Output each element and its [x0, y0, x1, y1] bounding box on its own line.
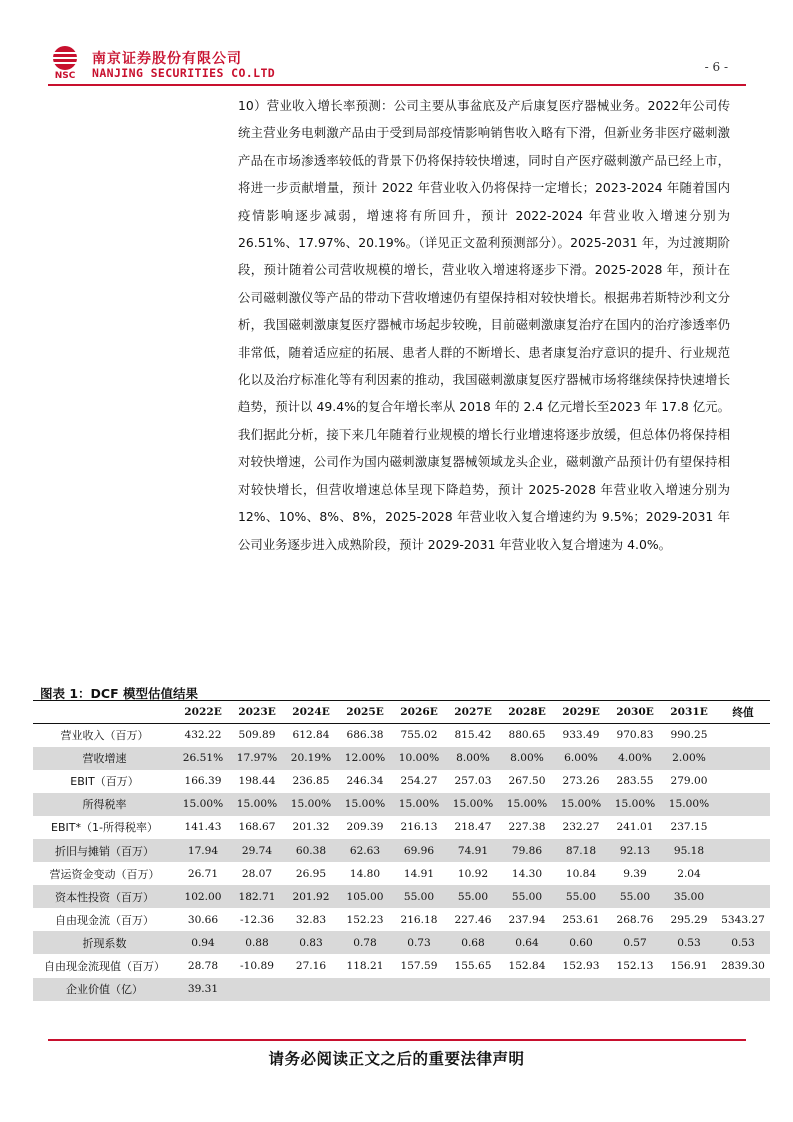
table-cell: 218.47: [454, 821, 492, 834]
table-cell: -10.89: [240, 959, 274, 972]
table-cell: 4.00%: [608, 747, 662, 770]
table-cell: 152.84: [508, 959, 546, 972]
column-header: [33, 701, 176, 724]
company-name-cn: 南京证券股份有限公司: [92, 51, 242, 67]
table-cell: 2.04: [677, 867, 701, 880]
table-cell: 168.67: [238, 821, 276, 834]
table-cell: 55.00: [554, 885, 608, 908]
column-header: 2030E: [608, 701, 662, 724]
table-cell: 15.00%: [176, 793, 230, 816]
table-cell: [716, 724, 770, 747]
table-cell: 0.83: [284, 931, 338, 954]
table-cell: 87.18: [554, 839, 608, 862]
table-cell: 933.49: [562, 729, 600, 742]
table-cell: 295.29: [670, 913, 708, 926]
table-cell: 0.94: [176, 931, 230, 954]
table-cell: 2.00%: [662, 747, 716, 770]
column-header: 2023E: [230, 701, 284, 724]
table-row: [33, 747, 770, 770]
row-label: 自由现金流（百万）: [55, 913, 154, 927]
table-cell: 268.76: [616, 913, 654, 926]
table-cell: [662, 978, 716, 1001]
table-cell: 157.59: [400, 959, 438, 972]
table-row: [33, 862, 770, 885]
table-cell: 15.00%: [392, 793, 446, 816]
table-row: [33, 931, 770, 954]
table-cell: 118.21: [346, 959, 384, 972]
table-cell: [716, 839, 770, 862]
table-cell: 201.92: [284, 885, 338, 908]
table-cell: 105.00: [338, 885, 392, 908]
table-cell: 283.55: [616, 775, 654, 788]
table-cell: [554, 978, 608, 1001]
table-cell: 32.83: [295, 913, 327, 926]
table-row: [33, 816, 770, 839]
column-header: 2028E: [500, 701, 554, 724]
row-label: 营收增速: [33, 747, 176, 770]
table-cell: 236.85: [292, 775, 330, 788]
table-cell: 815.42: [454, 729, 492, 742]
table-body: [33, 724, 770, 1001]
table-cell: 102.00: [176, 885, 230, 908]
body-paragraph: 10）营业收入增长率预测：公司主要从事盆底及产后康复医疗器械业务。2022年公司传统主营业务电刺激产品由于受到局部疫情影响销售收入略有下滑，但新业务非医疗磁刺激产品在市场渗透率较低的背景下仍将保持较快增速，同时自产医疗磁刺激产品已经上市，将进一步贡献增量，预计 2022 年营业收入仍将保持一定增长；2023-2024 年随着国内疫情影响逐步减弱，增速将有所回升，预计 2022-2024 年营业收入增速分别为 26.51%、17.97%、20.19%。（详见正文盈利预测部分）。2025-2031 年，为过渡期阶段，预计随着公司营收规模的增长，营业收入增速将逐步下滑。2025-2028 年，预计在公司磁刺激仪等产品的带动下营收增速仍有望保持相对较快增长。根据弗若斯特沙利文分析，我国磁刺激康复医疗器械市场起步较晚，目前磁刺激康复治疗在国内的治疗渗透率仍非常低，随着适应症的拓展、患者人群的不断增长、患者康复治疗意识的提升、行业规范化以及治疗标准化等有利因素的推动，我国磁刺激康复医疗器械市场将继续保持快速增长趋势，预计以 49.4%的复合年增长率从 2018 年的 2.4 亿元增长至2023 年 17.8 亿元。我们据此分析，接下来几年随着行业规模的增长行业增速将逐步放缓，但总体仍将保持相对较快增速，公司作为国内磁刺激康复器械领域龙头企业，磁刺激产品预计仍有望保持相对较快增长，但营收增速总体呈现下降趋势，预计 2025-2028 年营业收入增速分别为 12%、10%、8%、8%，2025-2028 年营业收入复合增速约为 9.5%；2029-2031 年公司业务逐步进入成熟阶段，预计 2029-2031 年营业收入复合增速为 4.0%。: [238, 98, 730, 552]
table-cell: 26.71: [187, 867, 219, 880]
table-cell: 10.84: [565, 867, 597, 880]
table-cell: 0.60: [554, 931, 608, 954]
column-header: 2024E: [284, 701, 338, 724]
table-cell: 267.50: [508, 775, 546, 788]
table-cell: 182.71: [230, 885, 284, 908]
table-cell: [230, 978, 284, 1001]
table-cell: 152.23: [346, 913, 384, 926]
table-cell: 970.83: [616, 729, 654, 742]
table-cell: 28.78: [187, 959, 219, 972]
table-cell: 74.91: [446, 839, 500, 862]
table-cell: 55.00: [500, 885, 554, 908]
table-cell: 0.88: [230, 931, 284, 954]
table-cell: 156.91: [670, 959, 708, 972]
table-cell: 39.31: [176, 978, 230, 1001]
table-cell: 5343.27: [721, 913, 765, 926]
table-cell: 279.00: [670, 775, 708, 788]
table-cell: 55.00: [608, 885, 662, 908]
row-label: EBIT*（1-所得税率）: [51, 821, 158, 835]
table-cell: 26.95: [295, 867, 327, 880]
table-cell: 216.13: [400, 821, 438, 834]
table-cell: 27.16: [295, 959, 327, 972]
row-label: 自由现金流现值（百万）: [44, 959, 165, 973]
table-cell: [716, 862, 770, 885]
table-cell: [716, 747, 770, 770]
table-cell: [338, 978, 392, 1001]
column-header: 2022E: [176, 701, 230, 724]
table-cell: 201.32: [292, 821, 330, 834]
table-cell: 155.65: [454, 959, 492, 972]
dcf-valuation-table: [33, 700, 770, 1001]
table-cell: 257.03: [454, 775, 492, 788]
table-cell: 237.94: [508, 913, 546, 926]
column-header: 2031E: [662, 701, 716, 724]
column-header: 2025E: [338, 701, 392, 724]
table-cell: 0.53: [662, 931, 716, 954]
table-row: [33, 978, 770, 1001]
table-cell: [716, 770, 770, 793]
table-row: [33, 793, 770, 816]
table-cell: [392, 978, 446, 1001]
table-row: [33, 908, 770, 931]
table-cell: 55.00: [392, 885, 446, 908]
row-label: EBIT（百万）: [70, 775, 139, 789]
company-name-en: NANJING SECURITIES CO.LTD: [92, 66, 276, 80]
table-cell: 15.00%: [446, 793, 500, 816]
header-divider: [48, 84, 746, 86]
column-header: 2026E: [392, 701, 446, 724]
table-cell: 17.94: [176, 839, 230, 862]
table-cell: [500, 978, 554, 1001]
table-cell: 880.65: [508, 729, 546, 742]
table-cell: [284, 978, 338, 1001]
footer-divider: [48, 1039, 746, 1041]
table-cell: 612.84: [292, 729, 330, 742]
table-cell: 35.00: [662, 885, 716, 908]
table-cell: 17.97%: [230, 747, 284, 770]
nsc-logo-icon: [48, 44, 82, 80]
table-cell: 273.26: [562, 775, 600, 788]
page-number: - 6 -: [704, 60, 728, 74]
row-label: 营业收入（百万）: [60, 729, 149, 743]
table-cell: 15.00%: [500, 793, 554, 816]
table-row: [33, 770, 770, 793]
table-cell: 14.91: [403, 867, 435, 880]
table-cell: 9.39: [623, 867, 647, 880]
table-cell: 92.13: [608, 839, 662, 862]
table-cell: 0.64: [500, 931, 554, 954]
table-cell: 15.00%: [608, 793, 662, 816]
table-cell: 253.61: [562, 913, 600, 926]
table-cell: 15.00%: [284, 793, 338, 816]
row-label: 营运资金变动（百万）: [49, 867, 160, 881]
table-row: [33, 954, 770, 977]
table-cell: [716, 816, 770, 839]
table-cell: 14.80: [349, 867, 381, 880]
table-cell: 69.96: [392, 839, 446, 862]
table-cell: 0.68: [446, 931, 500, 954]
table-cell: -12.36: [240, 913, 274, 926]
table-cell: 432.22: [184, 729, 222, 742]
table-cell: 29.74: [230, 839, 284, 862]
table-cell: [716, 793, 770, 816]
table-cell: 30.66: [187, 913, 219, 926]
table-cell: 6.00%: [554, 747, 608, 770]
table-cell: 2839.30: [721, 959, 765, 972]
table-cell: 755.02: [400, 729, 438, 742]
table-row: [33, 724, 770, 747]
table-cell: 26.51%: [176, 747, 230, 770]
table-cell: 95.18: [662, 839, 716, 862]
table-cell: 241.01: [616, 821, 654, 834]
row-label: 所得税率: [33, 793, 176, 816]
column-header: 2029E: [554, 701, 608, 724]
table-row: [33, 839, 770, 862]
table-cell: 8.00%: [446, 747, 500, 770]
table-cell: 509.89: [238, 729, 276, 742]
table-cell: 55.00: [446, 885, 500, 908]
table-cell: 15.00%: [230, 793, 284, 816]
table-cell: 15.00%: [338, 793, 392, 816]
row-label: 折旧与摊销（百万）: [33, 839, 176, 862]
table-cell: 10.92: [457, 867, 489, 880]
row-label: 资本性投资（百万）: [33, 885, 176, 908]
table-cell: 28.07: [241, 867, 273, 880]
table-cell: [608, 978, 662, 1001]
table-header-row: [33, 701, 770, 724]
row-label: 企业价值（亿）: [33, 978, 176, 1001]
table-cell: 60.38: [284, 839, 338, 862]
table-cell: 0.78: [338, 931, 392, 954]
table-cell: 246.34: [346, 775, 384, 788]
table-cell: 166.39: [184, 775, 222, 788]
table-cell: 8.00%: [500, 747, 554, 770]
column-header: 终值: [716, 701, 770, 724]
table-cell: 216.18: [400, 913, 438, 926]
table-cell: 198.44: [238, 775, 276, 788]
page-header: [48, 44, 748, 84]
table-cell: [716, 978, 770, 1001]
table-cell: 237.15: [670, 821, 708, 834]
table-cell: 12.00%: [338, 747, 392, 770]
table-title: 图表 1：DCF 模型估值结果: [40, 686, 198, 701]
legal-disclaimer: 请务必阅读正文之后的重要法律声明: [268, 1050, 525, 1068]
table-cell: 0.53: [716, 931, 770, 954]
table-cell: 232.27: [562, 821, 600, 834]
table-cell: 15.00%: [554, 793, 608, 816]
table-cell: 990.25: [670, 729, 708, 742]
table-row: [33, 885, 770, 908]
row-label: 折现系数: [33, 931, 176, 954]
table-cell: 15.00%: [662, 793, 716, 816]
table-cell: 227.38: [508, 821, 546, 834]
table-cell: 254.27: [400, 775, 438, 788]
table-cell: [446, 978, 500, 1001]
table-cell: 79.86: [500, 839, 554, 862]
table-cell: 152.13: [616, 959, 654, 972]
table-cell: 686.38: [346, 729, 384, 742]
table-cell: 10.00%: [392, 747, 446, 770]
column-header: 2027E: [446, 701, 500, 724]
table-cell: [716, 885, 770, 908]
table-cell: 14.30: [511, 867, 543, 880]
table-cell: 0.73: [392, 931, 446, 954]
table-cell: 209.39: [346, 821, 384, 834]
table-cell: 227.46: [454, 913, 492, 926]
table-cell: 62.63: [338, 839, 392, 862]
table-cell: 0.57: [608, 931, 662, 954]
table-cell: 152.93: [562, 959, 600, 972]
table-cell: 141.43: [184, 821, 222, 834]
table-cell: 20.19%: [284, 747, 338, 770]
logo-text: NSC: [54, 71, 76, 80]
